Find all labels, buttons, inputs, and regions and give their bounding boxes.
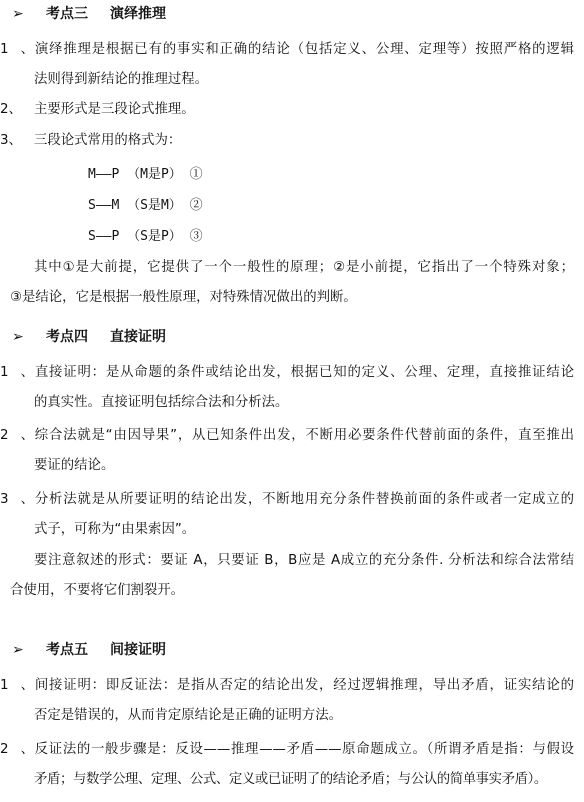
item-text: 主要形式是三段论式推理。 — [34, 102, 195, 117]
list-item — [0, 363, 584, 383]
item-text: 演绎推理是根据已有的事实和正确的结论（包括定义、公理、定理等）按照严格的逻辑 — [34, 42, 574, 57]
item-continuation: 矛盾；与数学公理、定理、公式、定义或已证明了的结论矛盾；与公认的简单事实矛盾）。 — [34, 772, 547, 787]
list-item — [0, 740, 584, 760]
section-heading-kaodian3 — [0, 4, 584, 24]
item-number: 2、 — [0, 428, 34, 443]
syllogism-formula: S——M （S是M） ② — [88, 198, 203, 213]
section-heading-kaodian4 — [0, 327, 584, 347]
item-text: 综合法就是“由因导果”，从已知条件出发，不断用必要条件代替前面的条件，直至推出 — [34, 428, 574, 443]
item-text: 分析法就是从所要证明的结论出发，不断地用充分条件替换前面的条件或者一定成立的 — [34, 492, 574, 507]
item-continuation: 的真实性。直接证明包括综合法和分析法。 — [34, 395, 289, 410]
syllogism-formula: S——P （S是P） ③ — [88, 229, 203, 244]
note-text: ③是结论，它是根据一般性原理，对特殊情况做出的判断。 — [10, 290, 357, 305]
arrow-bullet-icon: ➢ — [12, 329, 24, 345]
arrow-bullet-icon: ➢ — [12, 6, 24, 22]
item-text: 间接证明：即反证法：是指从否定的结论出发，经过逻辑推理，导出矛盾，证实结论的 — [34, 678, 574, 693]
item-number: 2、 — [0, 102, 22, 117]
arrow-bullet-icon: ➢ — [12, 642, 24, 658]
item-continuation: 法则得到新结论的推理过程。 — [34, 72, 209, 87]
list-item — [0, 676, 584, 696]
item-number: 1、 — [0, 678, 34, 693]
item-number: 3、 — [0, 133, 22, 148]
heading-label: 考点四 — [46, 329, 88, 345]
item-text: 三段论式常用的格式为： — [34, 133, 182, 148]
heading-label: 考点三 — [46, 6, 88, 22]
section-heading-kaodian5 — [0, 640, 584, 660]
item-continuation: 式子，可称为“由果索因”。 — [34, 522, 196, 537]
heading-title: 演绎推理 — [110, 6, 166, 22]
heading-title: 间接证明 — [110, 642, 166, 658]
heading-title: 直接证明 — [110, 329, 166, 345]
item-number: 1、 — [0, 365, 34, 380]
heading-label: 考点五 — [46, 642, 88, 658]
note-text: 合使用，不要将它们割裂开。 — [10, 583, 185, 598]
item-text: 反证法的一般步骤是：反设——推理——矛盾——原命题成立。（所谓矛盾是指：与假设 — [34, 742, 574, 757]
list-item — [0, 40, 584, 60]
list-item — [0, 426, 584, 446]
item-continuation: 否定是错误的，从而肯定原结论是正确的证明方法。 — [34, 708, 342, 723]
syllogism-formula: M——P （M是P） ① — [88, 167, 203, 182]
list-item — [0, 131, 584, 151]
item-number: 1、 — [0, 42, 34, 57]
item-continuation: 要证的结论。 — [34, 458, 115, 473]
list-item — [0, 100, 584, 120]
list-item — [0, 490, 584, 510]
note-text: 要注意叙述的形式：要证 A，只要证 B，B应是 A成立的充分条件. 分析法和综合法常结 — [34, 553, 574, 568]
item-number: 3、 — [0, 492, 34, 507]
item-number: 2、 — [0, 742, 34, 757]
item-text: 直接证明：是从命题的条件或结论出发，根据已知的定义、公理、定理，直接推证结论 — [34, 365, 574, 380]
note-text: 其中①是大前提，它提供了一个一般性的原理；②是小前提，它指出了一个特殊对象； — [34, 260, 574, 275]
